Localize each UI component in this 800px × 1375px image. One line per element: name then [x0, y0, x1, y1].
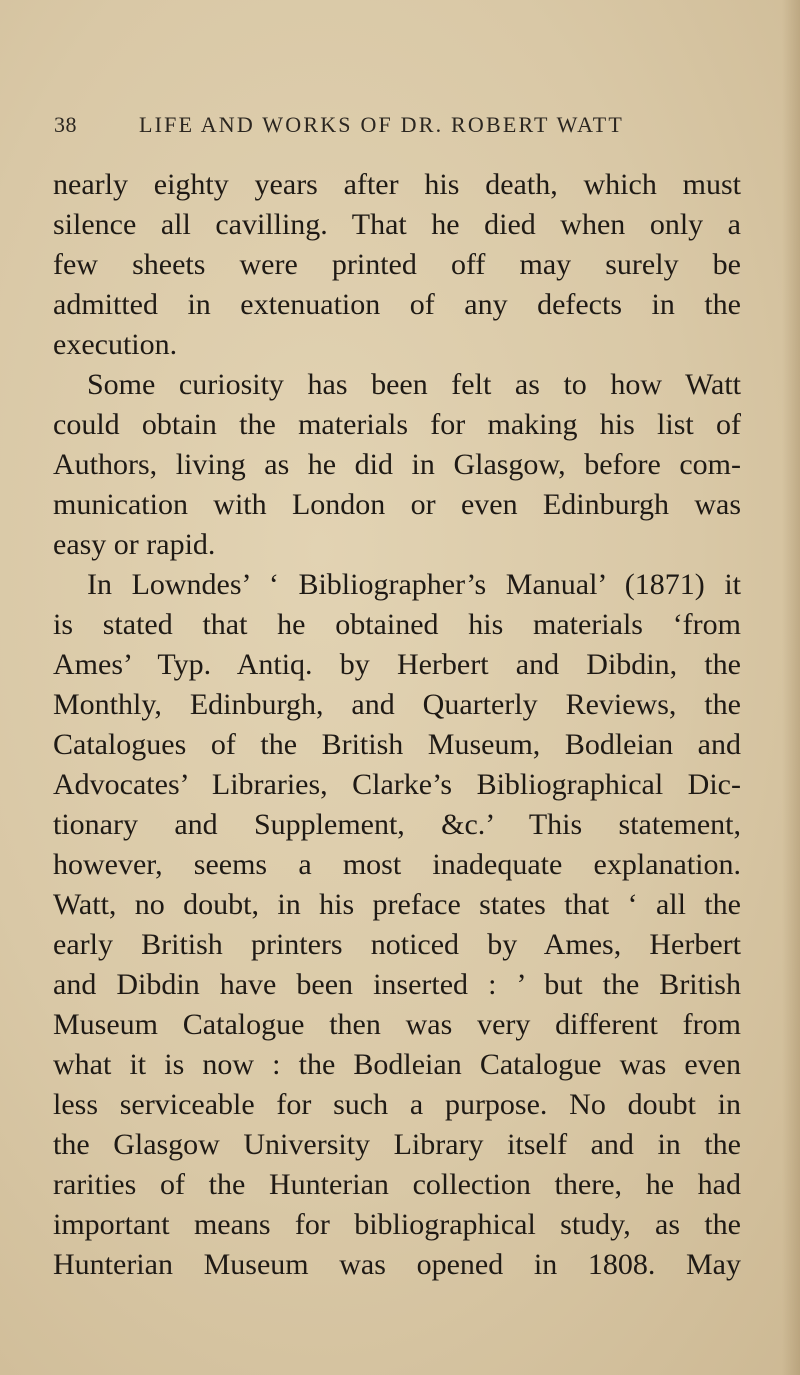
text-line: and Dibdin have been inserted : ’ but the British	[53, 968, 741, 1001]
text-line: Authors, living as he did in Glasgow, before com-	[53, 448, 741, 481]
text-line: what it is now : the Bodleian Catalogue was even	[53, 1048, 741, 1081]
running-head	[54, 112, 754, 142]
text-line: admitted in extenuation of any defects in the	[53, 288, 741, 321]
text-line: few sheets were printed off may surely be	[53, 248, 741, 281]
text-line: Hunterian Museum was opened in 1808. May	[53, 1248, 741, 1281]
text-line: Ames’ Typ. Antiq. by Herbert and Dibdin, the	[53, 648, 741, 681]
page-number: 38	[54, 112, 77, 137]
text-line: nearly eighty years after his death, which must	[53, 168, 741, 201]
text-line: early British printers noticed by Ames, Herbert	[53, 928, 741, 961]
text-line: easy or rapid.	[53, 528, 216, 561]
text-line: the Glasgow University Library itself and in the	[53, 1128, 741, 1161]
text-line: important means for bibliographical study, as the	[53, 1208, 741, 1241]
text-line: however, seems a most inadequate explanation.	[53, 848, 741, 881]
text-line: less serviceable for such a purpose. No doubt in	[53, 1088, 741, 1121]
text-line: Museum Catalogue then was very different from	[53, 1008, 741, 1041]
text-line: Some curiosity has been felt as to how Watt	[87, 368, 741, 401]
text-line: Watt, no doubt, in his preface states that ‘ all the	[53, 888, 741, 921]
text-line: is stated that he obtained his materials ‘from	[53, 608, 741, 641]
text-line: rarities of the Hunterian collection there, he had	[53, 1168, 741, 1201]
running-title: LIFE AND WORKS OF DR. ROBERT WATT	[139, 112, 625, 137]
page-edge-shadow	[782, 0, 800, 1375]
text-line: Advocates’ Libraries, Clarke’s Bibliographical Dic-	[53, 768, 741, 801]
text-line: Catalogues of the British Museum, Bodleian and	[53, 728, 741, 761]
text-line: could obtain the materials for making his list of	[53, 408, 741, 441]
text-line: execution.	[53, 328, 178, 361]
text-line: tionary and Supplement, &c.’ This statement,	[53, 808, 741, 841]
text-line: In Lowndes’ ‘ Bibliographer’s Manual’ (1871) it	[87, 568, 741, 601]
text-line: munication with London or even Edinburgh was	[53, 488, 741, 521]
text-line: silence all cavilling. That he died when only a	[53, 208, 741, 241]
text-line: Monthly, Edinburgh, and Quarterly Reviews, the	[53, 688, 741, 721]
